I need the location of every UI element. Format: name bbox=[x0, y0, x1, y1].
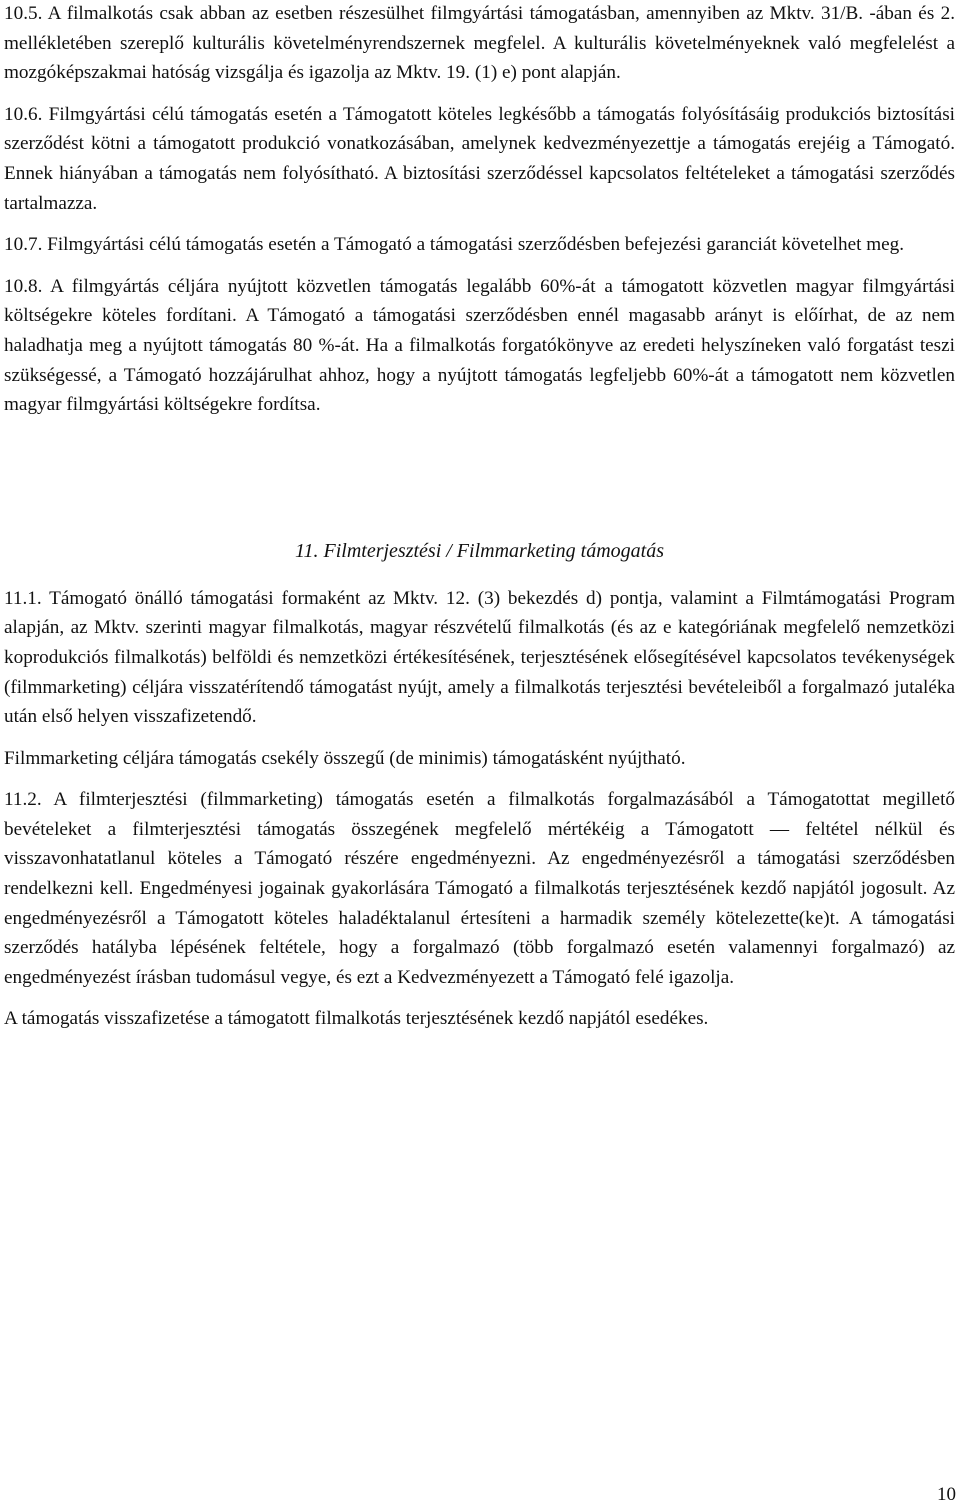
paragraph-10-6: 10.6. Filmgyártási célú támogatás esetén a Támogatott köteles legkésőbb a támogatás folyósításáig produkciós biztosítási szerződést kötni a támogatott produkció vonatkozásában, amelynek kedvezményezettje a támogatás erejéig a Támogató. Ennek hiányában a támogatás nem folyósítható. A biztosítási szerződéssel kapcsolatos feltételeket a támogatási szerződés tartalmazza. bbox=[4, 103, 955, 214]
page-number: 10 bbox=[937, 1484, 956, 1505]
section-heading: 11. Filmterjesztési / Filmmarketing támogatás bbox=[294, 539, 665, 562]
paragraph-10-7: 10.7. Filmgyártási célú támogatás esetén a Támogató a támogatási szerződésben befejezési garanciát követelhet meg. bbox=[4, 234, 905, 256]
paragraph-11-2: 11.2. A filmterjesztési (filmmarketing) támogatás esetén a filmalkotás forgalmazásából a Támogatottat megillető bevételeket a filmterjesztési támogatás összegének megfelelő mértékéig a Támogatott — feltétel nélkül és visszavonhatatlanul köteles a Támogató részére engedményezni. Az engedményezésről a támogatási szerződésben rendelkezni kell. Engedményesi jogainak gyakorlására Támogató a filmalkotás terjesztésének kezdő napjától jogosult. Az engedményezésről a Támogatott köteles haladéktalanul értesíteni a harmadik személy kötelezette(ke)t. A támogatási szerződés hatályba lépésének feltétele, hogy a forgalmazó (több forgalmazó esetén valamennyi forgalmazó) az engedményezést írásban tudomásul vegye, és ezt a Kedvezményezett a Támogató felé igazolja. bbox=[4, 789, 955, 988]
paragraph-10-5: 10.5. A filmalkotás csak abban az esetben részesülhet filmgyártási támogatásban, amennyiben az Mktv. 31/B. -ában és 2. mellékletében szereplő kulturális követelményrendszernek megfelel. A kulturális követelményeknek való megfelelést a mozgóképszakmai hatóság vizsgálja és igazolja az Mktv. 19. (1) e) pont alapján. bbox=[4, 3, 955, 84]
document-body bbox=[4, 0, 955, 1034]
paragraph-repayment: A támogatás visszafizetése a támogatott filmalkotás terjesztésének kezdő napjától esedékes. bbox=[4, 1008, 709, 1030]
paragraph-11-1: 11.1. Támogató önálló támogatási formaként az Mktv. 12. (3) bekezdés d) pontja, valamint a Filmtámogatási Program alapján, az Mktv. szerinti magyar filmalkotás, magyar részvételű filmalkotás (és az e kategóriának megfelelő nemzetközi koprodukciós filmalkotás) belföldi és nemzetközi értékesítésének, terjesztésének elősegítésével kapcsolatos tevékenységek (filmmarketing) céljára visszatérítendő támogatást nyújt, amely a filmalkotás terjesztési bevételeiből a forgalmazó jutaléka után első helyen visszafizetendő. bbox=[4, 587, 955, 728]
paragraph-10-8: 10.8. A filmgyártás céljára nyújtott közvetlen támogatás legalább 60%-át a támogatott közvetlen magyar filmgyártási költségekre köteles fordítani. A Támogató a támogatási szerződésben ennél magasabb arányt is előírhat, de az nem haladhatja meg a nyújtott támogatás 80 %-át. Ha a filmalkotás forgatókönyve az eredeti helyszíneken való forgatást teszi szükségessé, a Támogató hozzájárulhat ahhoz, hogy a nyújtott támogatás legfeljebb 60%-át a támogatott nem közvetlen magyar filmgyártási költségekre fordítsa. bbox=[4, 275, 955, 416]
paragraph-filmmarketing-de-minimis: Filmmarketing céljára támogatás csekély összegű (de minimis) támogatásként nyújtható. bbox=[4, 747, 686, 769]
